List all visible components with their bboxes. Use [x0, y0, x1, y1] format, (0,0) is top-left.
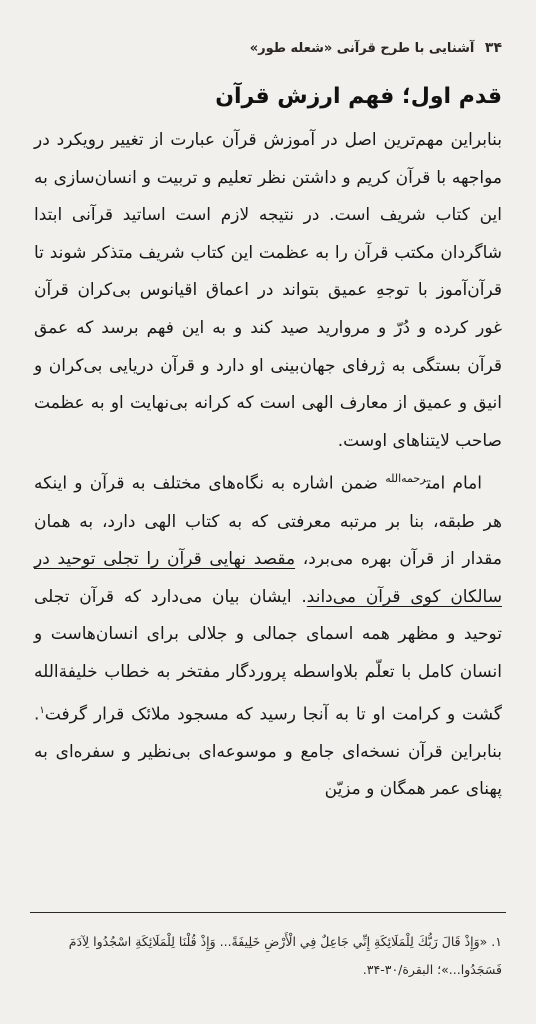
section-title: قدم اول؛ فهم ارزش قرآن [215, 84, 502, 109]
paragraph-2-part-a: امام امت [426, 474, 482, 494]
running-title: آشنایی با طرح قرآنی «شعله طور» [249, 41, 475, 56]
underlined-phrase: مقصد نهایی قرآن را تجلی توحید در سالکان کوی قرآن می‌داند [34, 549, 502, 607]
paragraph-1: بنابراین مهم‌ترین اصل در آموزش قرآن عبارت از تغییر رویکرد در مواجهه با قرآن کریم و داشتن نظر تعلیم و تربیت و انسان‌سازی به این کتاب شریف است. در نتیجه لازم است اساتید قرآنی ابتدا شاگردان مکتب قرآن را به عظمت این کتاب شریف متذکر شوند تا قرآن‌آموز با توجهِ عمیق بتواند در اعماق اقیانوس بی‌کران قرآن غور کرده و دُرّ و مروارید صید کند و به این فهم برسد که عمق قرآن بستگی به ژرفای جهان‌بینی او دارد و قرآن دریایی بی‌کران و انیق و عمیق از معارف الهی است که کرانه بی‌نهایت او به عظمت صاحب لایتناهای اوست. [34, 130, 502, 451]
honorific-mark: رحمه‌الله [385, 472, 427, 486]
footnote: ۱. «وَإِذْ قَالَ رَبُّكَ لِلْمَلَائِكَةِ إِنِّي جَاعِلٌ فِي الْأَرْضِ خَلِيفَةً... وَإِذْ قُلْنَا لِلْمَلَائِكَةِ اسْجُدُوا لِآدَمَ فَسَجَدُوا...»؛ البقرة/۳۰-۳۴. [68, 934, 502, 977]
body-text [34, 122, 502, 809]
paragraph-2-part-b: ضمن اشاره به نگاه‌های مختلف به قرآن و اینکه هر طبقه، بنا بر مرتبه معرفتی که به کتاب الهی دارد، به همان مقدار از قرآن بهره می‌برد، [34, 474, 502, 570]
page-number: ۳۴ [484, 40, 502, 56]
paragraph-2-part-c: . ایشان بیان می‌دارد که قرآن تجلی توحید و مظهر همه اسمای جمالی و جلالی برای انسان‌هاست و انسان کامل با تعلّم بلاواسطه پروردگار مفتخر به خطاب خلیفة‌الله گشت و کرامت او تا به آنجا رسید که مسجود ملائک قرار گرفت [34, 586, 502, 725]
footnote-divider [30, 912, 506, 913]
paragraph-2-part-d: . بنابراین قرآن نسخه‌ای جامع و موسوعه‌ای بی‌نظیر و سفره‌ای به پهنای عمر همگان و مزیّن [34, 704, 502, 800]
footnote-reference[interactable]: ۱ [39, 704, 45, 716]
paragraph-2 [34, 460, 502, 809]
running-header [32, 40, 502, 56]
